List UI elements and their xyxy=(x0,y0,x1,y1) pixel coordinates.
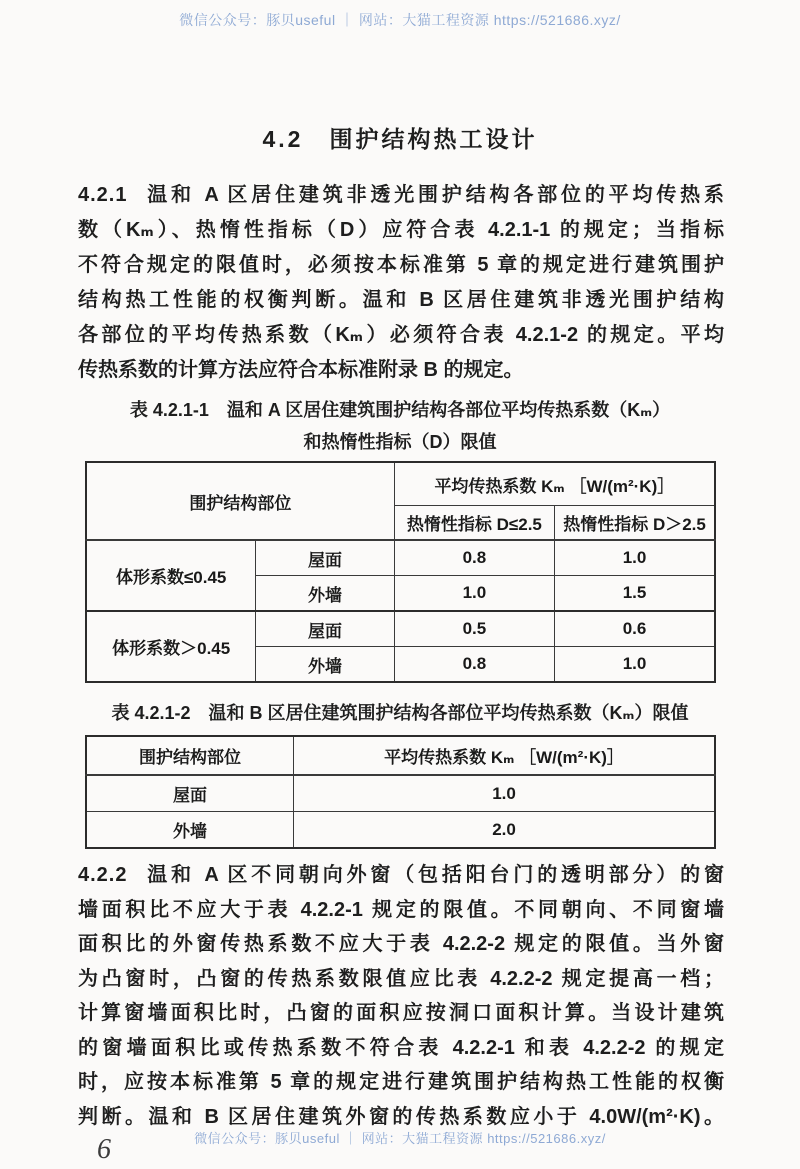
paragraph-line: 各部位的平均传热系数（Kₘ）必须符合表 4.2.1-2 的规定。平均 xyxy=(78,324,724,346)
paragraph-line xyxy=(78,858,724,893)
table1-part-cell: 外墙 xyxy=(256,576,394,612)
table1-caption-line1: 表 4.2.1-1 温和 A 区居住建筑围护结构各部位平均传热系数（Kₘ） xyxy=(129,400,671,420)
table1-value-cell: 0.8 xyxy=(394,647,554,683)
table1-value-cell: 0.6 xyxy=(555,611,715,647)
table2-header-part: 围护结构部位 xyxy=(86,736,294,775)
table1-value-cell: 1.0 xyxy=(555,540,715,576)
table1-part-cell: 屋面 xyxy=(256,540,394,576)
paragraph-line: 为凸窗时，凸窗的传热系数限值应比表 4.2.2-2 规定提高一档； xyxy=(78,967,724,990)
table1-value-cell: 1.0 xyxy=(394,576,554,612)
table1-caption-line2: 和热惰性指标（D）限值 xyxy=(303,432,497,452)
section-title: 4.2 围护结构热工设计 xyxy=(262,126,538,152)
clause-number: 4.2.1 xyxy=(78,184,128,206)
page-number: 6 xyxy=(97,1134,111,1165)
table1-header-d-le: 热惰性指标 D≤2.5 xyxy=(394,506,554,541)
table2-caption: 表 4.2.1-2 温和 B 区居住建筑围护结构各部位平均传热系数（Kₘ）限值 xyxy=(111,703,689,723)
table2-value-cell: 1.0 xyxy=(294,775,715,812)
watermark-header: 微信公众号：豚贝useful ｜ 网站：大猫工程资源 https://521686.xyz/ xyxy=(179,12,621,28)
clause-4-2-1 xyxy=(78,178,724,388)
clause-number: 4.2.2 xyxy=(78,864,128,886)
table2-header-km: 平均传热系数 Kₘ ［W/(m²·K)］ xyxy=(294,736,715,775)
table1-value-cell: 1.0 xyxy=(555,647,715,683)
paragraph-line: 时，应按本标准第 5 章的规定进行建筑围护结构热工性能的权衡 xyxy=(78,1071,724,1093)
paragraph-line: 数（Kₘ）、热惰性指标（D）应符合表 4.2.1-1 的规定；当指标 xyxy=(78,219,724,241)
table2-part-cell: 外墙 xyxy=(86,812,294,849)
paragraph-text: 温和 A 区居住建筑非透光围护结构各部位的平均传热系 xyxy=(143,184,724,206)
table1-header-part: 围护结构部位 xyxy=(86,462,394,540)
paragraph-text: 温和 A 区不同朝向外窗（包括阳台门的透明部分）的窗 xyxy=(143,864,724,886)
table-4-2-1-1 xyxy=(85,461,716,683)
table-4-2-1-2 xyxy=(85,735,716,849)
table1-group-cell: 体形系数≤0.45 xyxy=(86,540,256,611)
table1-header-km: 平均传热系数 Kₘ ［W/(m²·K)］ xyxy=(394,462,715,506)
table1-group-cell: 体形系数＞0.45 xyxy=(86,611,256,682)
table1-value-cell: 1.5 xyxy=(555,576,715,612)
paragraph-line: 计算窗墙面积比时，凸窗的面积应按洞口面积计算。当设计建筑 xyxy=(78,1002,724,1024)
table1-part-cell: 屋面 xyxy=(256,611,394,647)
clause-4-2-2 xyxy=(78,858,724,1134)
table1-part-cell: 外墙 xyxy=(256,647,394,683)
paragraph-line: 的窗墙面积比或传热系数不符合表 4.2.2-1 和表 4.2.2-2 的规定 xyxy=(78,1036,724,1059)
paragraph-line: 墙面积比不应大于表 4.2.2-1 规定的限值。不同朝向、不同窗墙 xyxy=(78,898,724,921)
paragraph-line: 面积比的外窗传热系数不应大于表 4.2.2-2 规定的限值。当外窗 xyxy=(78,933,724,955)
paragraph-line: 判断。温和 B 区居住建筑外窗的传热系数应小于 4.0W/(m²·K)。 xyxy=(78,1105,724,1128)
paragraph-line xyxy=(78,178,724,213)
watermark-footer: 微信公众号：豚贝useful ｜ 网站：大猫工程资源 https://521686.xyz/ xyxy=(194,1131,606,1146)
table1-value-cell: 0.5 xyxy=(394,611,554,647)
table2-value-cell: 2.0 xyxy=(294,812,715,849)
table2-part-cell: 屋面 xyxy=(86,775,294,812)
paragraph-line: 不符合规定的限值时，必须按本标准第 5 章的规定进行建筑围护 xyxy=(78,254,724,276)
paragraph-line: 传热系数的计算方法应符合本标准附录 B 的规定。 xyxy=(78,359,524,381)
table1-header-d-gt: 热惰性指标 D＞2.5 xyxy=(555,506,715,541)
table1-value-cell: 0.8 xyxy=(394,540,554,576)
paragraph-line: 结构热工性能的权衡判断。温和 B 区居住建筑非透光围护结构 xyxy=(78,289,724,311)
